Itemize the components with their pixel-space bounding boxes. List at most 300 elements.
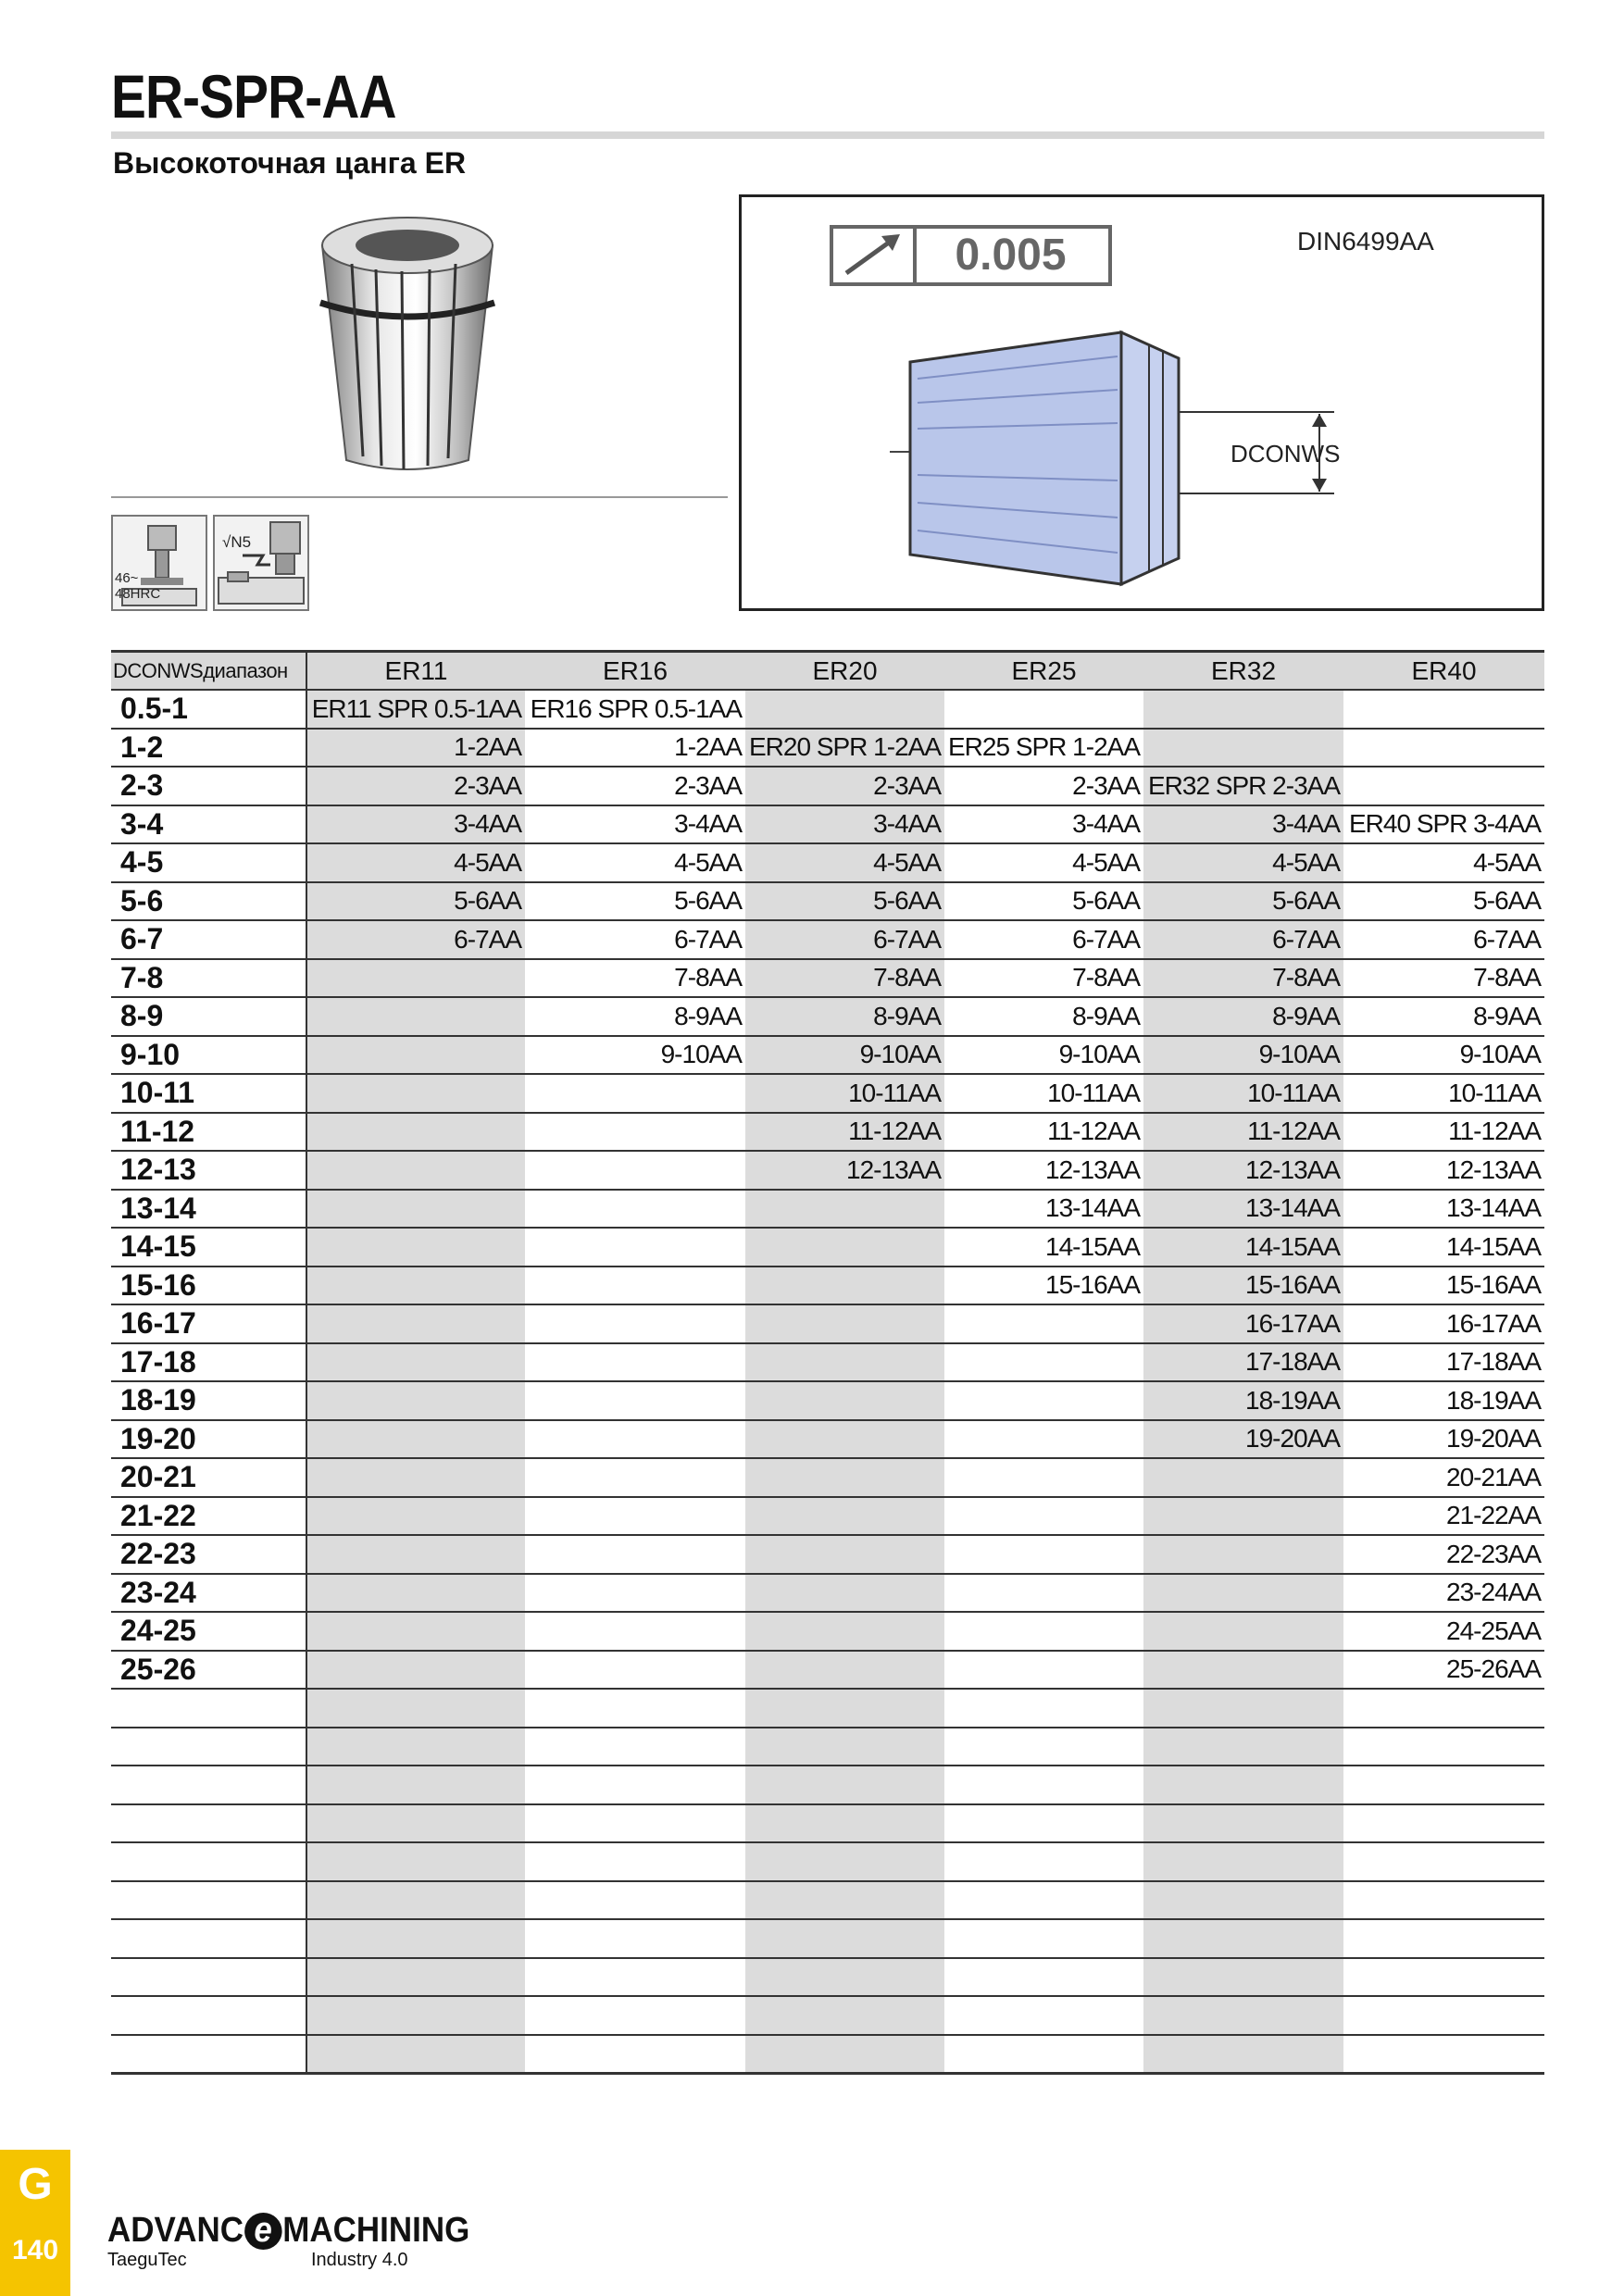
table-row [111, 805, 1544, 844]
table-cell [944, 1804, 1143, 1843]
table-cell [525, 1919, 745, 1958]
table-row [111, 1804, 1544, 1843]
table-cell: 20-21AA [1343, 1458, 1544, 1497]
table-cell [1143, 1535, 1343, 1574]
row-range: 0.5-1 [111, 690, 306, 729]
table-cell: 5-6AA [1343, 882, 1544, 921]
table-cell [306, 1113, 525, 1152]
row-range [111, 1766, 306, 1804]
table-cell: 3-4AA [1143, 805, 1343, 844]
table-row [111, 1574, 1544, 1613]
table-cell: ER16 SPR 0.5-1AA [525, 690, 745, 729]
table-cell [306, 1612, 525, 1651]
table-cell: 23-24AA [1343, 1574, 1544, 1613]
table-row [111, 1190, 1544, 1229]
table-cell [745, 1612, 944, 1651]
table-cell [1143, 1689, 1343, 1728]
table-cell: 21-22AA [1343, 1497, 1544, 1536]
row-range [111, 1919, 306, 1958]
row-range: 15-16 [111, 1267, 306, 1305]
table-cell: 12-13AA [1143, 1151, 1343, 1190]
table-cell: 11-12AA [944, 1113, 1143, 1152]
table-cell [745, 1996, 944, 2035]
table-cell [1343, 1728, 1544, 1766]
table-cell [525, 1304, 745, 1343]
table-cell [944, 1728, 1143, 1766]
row-range: 24-25 [111, 1612, 306, 1651]
table-cell: 7-8AA [525, 959, 745, 998]
table-cell: 1-2AA [525, 729, 745, 767]
table-cell: 9-10AA [944, 1036, 1143, 1075]
table-cell [944, 1381, 1143, 1420]
table-cell: 8-9AA [1343, 997, 1544, 1036]
row-range: 21-22 [111, 1497, 306, 1536]
table-cell: 14-15AA [1143, 1228, 1343, 1267]
table-cell: 4-5AA [306, 843, 525, 882]
row-range [111, 1842, 306, 1881]
table-cell [745, 1458, 944, 1497]
table-cell [525, 1458, 745, 1497]
row-range: 19-20 [111, 1420, 306, 1459]
table-cell [525, 1842, 745, 1881]
table-cell [745, 1574, 944, 1613]
table-cell [745, 1190, 944, 1229]
table-cell [944, 1919, 1143, 1958]
table-cell [306, 1574, 525, 1613]
table-row [111, 1842, 1544, 1881]
page-title: ER-SPR-AA [111, 62, 396, 131]
table-cell [1143, 1497, 1343, 1536]
table-cell: 14-15AA [944, 1228, 1143, 1267]
table-cell: 19-20AA [1343, 1420, 1544, 1459]
row-range: 16-17 [111, 1304, 306, 1343]
table-row [111, 1343, 1544, 1382]
table-cell: 7-8AA [745, 959, 944, 998]
title-underline [111, 131, 1544, 139]
table-cell [525, 1728, 745, 1766]
brand-logo [107, 2211, 501, 2270]
table-cell [944, 1343, 1143, 1382]
table-cell [745, 1881, 944, 1920]
section-letter: G [18, 2160, 53, 2209]
row-range: 6-7 [111, 920, 306, 959]
row-range: 8-9 [111, 997, 306, 1036]
table-cell: 9-10AA [525, 1036, 745, 1075]
table-cell [1343, 729, 1544, 767]
table-cell [306, 1842, 525, 1881]
table-cell [944, 1420, 1143, 1459]
table-cell [525, 1996, 745, 2035]
table-cell: 10-11AA [745, 1074, 944, 1113]
page-number: 140 [11, 2235, 59, 2265]
column-header-er32: ER32 [1143, 652, 1343, 691]
row-range: 11-12 [111, 1113, 306, 1152]
table-header-row [111, 652, 1544, 691]
table-cell [944, 1497, 1143, 1536]
table-cell [745, 1381, 944, 1420]
table-cell: 11-12AA [1343, 1113, 1544, 1152]
tolerance-frame [830, 225, 1112, 286]
table-cell [306, 997, 525, 1036]
table-cell [944, 1958, 1143, 1997]
table-cell [745, 1497, 944, 1536]
table-cell [306, 1267, 525, 1305]
table-cell [944, 1766, 1143, 1804]
table-cell: 6-7AA [745, 920, 944, 959]
runout-arrow-icon [833, 229, 917, 282]
row-range: 20-21 [111, 1458, 306, 1497]
table-cell [306, 1996, 525, 2035]
tolerance-value: 0.005 [955, 231, 1067, 280]
table-cell [745, 1689, 944, 1728]
table-cell [1143, 2035, 1343, 2074]
column-header-er11: ER11 [306, 652, 525, 691]
table-cell: 12-13AA [745, 1151, 944, 1190]
table-cell: 13-14AA [1143, 1190, 1343, 1229]
table-cell: 5-6AA [745, 882, 944, 921]
column-header-er16: ER16 [525, 652, 745, 691]
table-cell: 3-4AA [525, 805, 745, 844]
row-range: 23-24 [111, 1574, 306, 1613]
standard-label: DIN6499AA [1297, 227, 1434, 256]
table-cell [525, 1074, 745, 1113]
table-cell [1143, 1728, 1343, 1766]
table-cell [525, 1113, 745, 1152]
table-cell [1343, 1804, 1544, 1843]
table-cell: 2-3AA [944, 767, 1143, 805]
table-cell [525, 1881, 745, 1920]
table-cell: 8-9AA [745, 997, 944, 1036]
table-cell [745, 1958, 944, 1997]
table-row [111, 729, 1544, 767]
row-range: 3-4 [111, 805, 306, 844]
row-range [111, 1689, 306, 1728]
row-range: 10-11 [111, 1074, 306, 1113]
table-cell [1343, 1689, 1544, 1728]
table-cell [745, 1728, 944, 1766]
table-cell [525, 1958, 745, 1997]
table-cell [306, 1728, 525, 1766]
table-row [111, 1958, 1544, 1997]
table-cell: ER25 SPR 1-2AA [944, 729, 1143, 767]
logo-e: e [244, 2213, 281, 2250]
row-range: 12-13 [111, 1151, 306, 1190]
table-cell [1343, 1919, 1544, 1958]
row-range: 22-23 [111, 1535, 306, 1574]
table-cell: 18-19AA [1143, 1381, 1343, 1420]
table-row [111, 767, 1544, 805]
row-range [111, 1958, 306, 1997]
row-range: 1-2 [111, 729, 306, 767]
table-cell [1343, 1996, 1544, 2035]
table-row [111, 959, 1544, 998]
table-cell: ER11 SPR 0.5-1AA [306, 690, 525, 729]
table-cell [1343, 767, 1544, 805]
table-cell [745, 1804, 944, 1843]
table-cell [944, 1651, 1143, 1690]
table-cell [1143, 1881, 1343, 1920]
table-cell [306, 2035, 525, 2074]
table-cell [525, 1381, 745, 1420]
table-cell [1343, 1958, 1544, 1997]
table-row [111, 1458, 1544, 1497]
table-cell: 25-26AA [1343, 1651, 1544, 1690]
table-cell: 18-19AA [1343, 1381, 1544, 1420]
column-header-er25: ER25 [944, 652, 1143, 691]
divider-line [111, 496, 728, 498]
table-row [111, 1113, 1544, 1152]
table-cell: 13-14AA [944, 1190, 1143, 1229]
table-cell: 4-5AA [525, 843, 745, 882]
table-row [111, 1651, 1544, 1690]
table-cell: 24-25AA [1343, 1612, 1544, 1651]
table-cell: 15-16AA [1143, 1267, 1343, 1305]
table-cell: 11-12AA [1143, 1113, 1343, 1152]
table-row [111, 1151, 1544, 1190]
table-cell: 5-6AA [944, 882, 1143, 921]
table-cell [525, 1228, 745, 1267]
table-cell [1143, 729, 1343, 767]
table-cell [306, 1689, 525, 1728]
table-cell: 15-16AA [1343, 1267, 1544, 1305]
table-cell [306, 1535, 525, 1574]
table-row [111, 1420, 1544, 1459]
table-cell: 4-5AA [944, 843, 1143, 882]
table-cell [1343, 1842, 1544, 1881]
table-cell [525, 1612, 745, 1651]
row-range: 5-6 [111, 882, 306, 921]
row-range: 25-26 [111, 1651, 306, 1690]
table-cell [745, 1766, 944, 1804]
table-cell: 7-8AA [1343, 959, 1544, 998]
table-row [111, 690, 1544, 729]
column-header-er20: ER20 [745, 652, 944, 691]
table-cell [1143, 690, 1343, 729]
table-cell [944, 1612, 1143, 1651]
table-cell: 8-9AA [1143, 997, 1343, 1036]
surface-finish-icon [213, 515, 309, 611]
hardness-icon [111, 515, 207, 611]
table-cell: 3-4AA [306, 805, 525, 844]
row-range: 9-10 [111, 1036, 306, 1075]
row-range [111, 1996, 306, 2035]
table-cell: 6-7AA [1143, 920, 1343, 959]
table-cell [306, 1190, 525, 1229]
table-cell [745, 1842, 944, 1881]
table-cell [944, 1574, 1143, 1613]
table-cell [745, 690, 944, 729]
table-cell [944, 1996, 1143, 2035]
table-cell [1143, 1958, 1343, 1997]
table-cell: 6-7AA [944, 920, 1143, 959]
table-cell [525, 1574, 745, 1613]
table-cell [1143, 1574, 1343, 1613]
table-cell [306, 1651, 525, 1690]
table-cell: 4-5AA [1343, 843, 1544, 882]
table-row [111, 2035, 1544, 2074]
logo-tagline: Industry 4.0 [311, 2250, 408, 2270]
table-cell [1143, 1919, 1343, 1958]
table-cell [745, 1420, 944, 1459]
row-range: 17-18 [111, 1343, 306, 1382]
table-cell [525, 1190, 745, 1229]
table-cell: 3-4AA [944, 805, 1143, 844]
section-tab [0, 2150, 70, 2296]
table-cell: 4-5AA [745, 843, 944, 882]
table-row [111, 1728, 1544, 1766]
table-cell [306, 1381, 525, 1420]
row-range: 18-19 [111, 1381, 306, 1420]
table-cell [306, 1958, 525, 1997]
table-cell: 10-11AA [944, 1074, 1143, 1113]
table-cell [306, 1304, 525, 1343]
table-cell [306, 1228, 525, 1267]
table-cell: 22-23AA [1343, 1535, 1544, 1574]
table-cell [525, 2035, 745, 2074]
table-cell: 15-16AA [944, 1267, 1143, 1305]
table-cell [525, 1343, 745, 1382]
table-cell [944, 1304, 1143, 1343]
table-cell [1343, 1881, 1544, 1920]
column-header-range: DCONWSдиапазон [111, 652, 306, 691]
table-cell [525, 1804, 745, 1843]
table-cell [306, 1074, 525, 1113]
table-cell [1143, 1804, 1343, 1843]
table-cell [306, 1804, 525, 1843]
table-cell [944, 1689, 1143, 1728]
table-cell: 5-6AA [306, 882, 525, 921]
table-row [111, 1766, 1544, 1804]
table-cell [306, 1036, 525, 1075]
table-cell [944, 2035, 1143, 2074]
table-cell [306, 1343, 525, 1382]
collet-table [111, 650, 1544, 2075]
table-cell: 16-17AA [1343, 1304, 1544, 1343]
table-cell [745, 1343, 944, 1382]
table-cell [525, 1766, 745, 1804]
row-range [111, 1728, 306, 1766]
table-row [111, 1304, 1544, 1343]
page-subtitle: Высокоточная цанга ER [113, 146, 467, 180]
table-cell [1143, 1996, 1343, 2035]
table-row [111, 882, 1544, 921]
table-cell: 10-11AA [1143, 1074, 1343, 1113]
row-range [111, 2035, 306, 2074]
table-cell: 5-6AA [525, 882, 745, 921]
row-range [111, 1804, 306, 1843]
table-cell: 8-9AA [525, 997, 745, 1036]
table-cell [745, 1228, 944, 1267]
table-row [111, 1228, 1544, 1267]
table-cell: 12-13AA [1343, 1151, 1544, 1190]
table-row [111, 1689, 1544, 1728]
table-cell: 2-3AA [745, 767, 944, 805]
table-cell [745, 2035, 944, 2074]
finish-label: √N5 [222, 533, 252, 551]
table-cell: 6-7AA [306, 920, 525, 959]
hardness-label: 46~ 48HRC [115, 570, 161, 602]
table-cell: 9-10AA [745, 1036, 944, 1075]
table-cell [525, 1420, 745, 1459]
table-cell [306, 1458, 525, 1497]
table-row [111, 1919, 1544, 1958]
table-cell [1343, 1766, 1544, 1804]
table-cell: 17-18AA [1343, 1343, 1544, 1382]
row-range: 4-5 [111, 843, 306, 882]
table-cell: 9-10AA [1343, 1036, 1544, 1075]
table-cell [306, 959, 525, 998]
table-cell: 12-13AA [944, 1151, 1143, 1190]
table-row [111, 1881, 1544, 1920]
row-range [111, 1881, 306, 1920]
table-cell: 19-20AA [1143, 1420, 1343, 1459]
table-row [111, 1996, 1544, 2035]
table-cell: 3-4AA [745, 805, 944, 844]
table-cell: 6-7AA [525, 920, 745, 959]
table-cell: 13-14AA [1343, 1190, 1544, 1229]
table-cell [306, 1881, 525, 1920]
table-cell [525, 1535, 745, 1574]
table-cell: 1-2AA [306, 729, 525, 767]
table-cell [306, 1497, 525, 1536]
table-cell [745, 1304, 944, 1343]
table-row [111, 1036, 1544, 1075]
table-cell [745, 1267, 944, 1305]
table-cell [944, 690, 1143, 729]
table-cell: 16-17AA [1143, 1304, 1343, 1343]
technical-diagram [739, 194, 1544, 611]
table-cell: 2-3AA [306, 767, 525, 805]
table-cell [745, 1535, 944, 1574]
table-row [111, 843, 1544, 882]
table-cell [944, 1535, 1143, 1574]
table-cell [944, 1458, 1143, 1497]
table-cell: 17-18AA [1143, 1343, 1343, 1382]
table-cell [1143, 1458, 1343, 1497]
table-cell [745, 1919, 944, 1958]
row-range: 2-3 [111, 767, 306, 805]
collet-photo [306, 208, 509, 477]
table-row [111, 1074, 1544, 1113]
table-cell [1143, 1612, 1343, 1651]
table-cell: ER32 SPR 2-3AA [1143, 767, 1343, 805]
column-header-er40: ER40 [1343, 652, 1544, 691]
table-cell: 8-9AA [944, 997, 1143, 1036]
dimension-label: DCONWS [1230, 440, 1341, 468]
table-body [111, 690, 1544, 2074]
table-cell [525, 1689, 745, 1728]
table-cell: 2-3AA [525, 767, 745, 805]
row-range: 7-8 [111, 959, 306, 998]
table-cell: 14-15AA [1343, 1228, 1544, 1267]
table-row [111, 997, 1544, 1036]
table-cell: 11-12AA [745, 1113, 944, 1152]
table-cell [306, 1151, 525, 1190]
logo-brand: TaeguTec [107, 2250, 187, 2270]
table-cell [944, 1881, 1143, 1920]
logo-left: ADVANC [107, 2211, 244, 2250]
table-row [111, 1612, 1544, 1651]
table-cell: 6-7AA [1343, 920, 1544, 959]
table-cell [525, 1651, 745, 1690]
table-cell [1343, 2035, 1544, 2074]
table-row [111, 920, 1544, 959]
table-cell: 10-11AA [1343, 1074, 1544, 1113]
table-cell: 5-6AA [1143, 882, 1343, 921]
table-cell [1143, 1766, 1343, 1804]
table-cell [525, 1497, 745, 1536]
table-row [111, 1535, 1544, 1574]
